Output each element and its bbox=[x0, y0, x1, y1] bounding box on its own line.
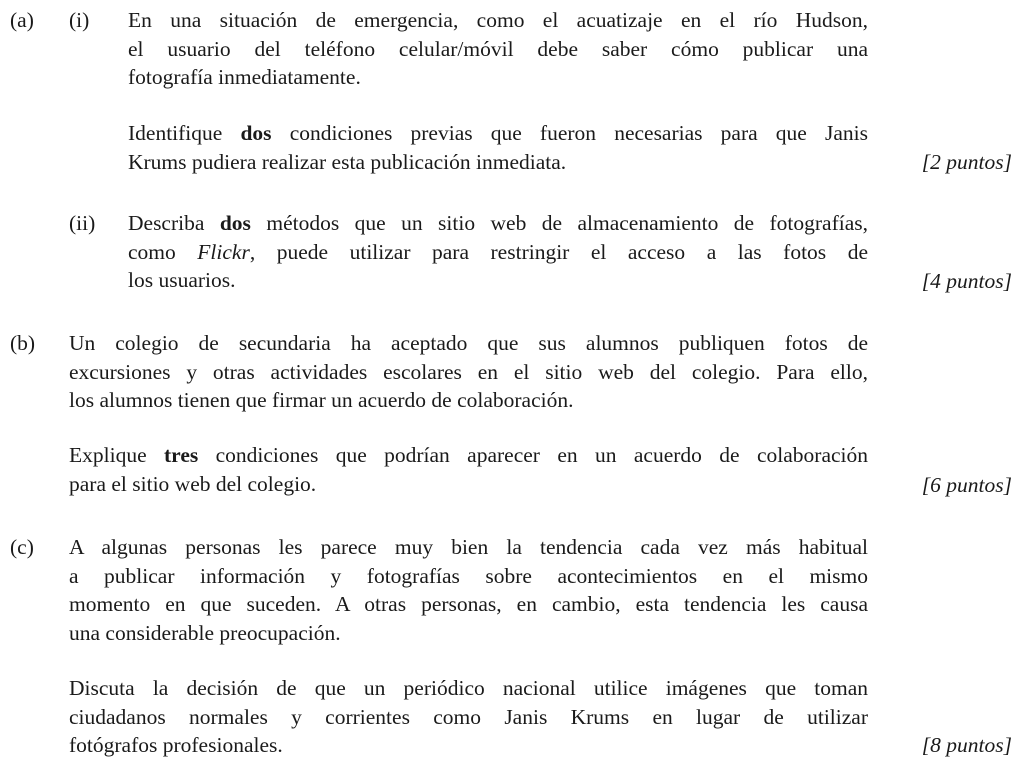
text-line: momento en que suceden. A otras personas, en cambio, esta tendencia les causa bbox=[69, 592, 868, 616]
text-run: Explique bbox=[69, 443, 165, 467]
text-line: el usuario del teléfono celular/móvil debe saber cómo publicar una bbox=[128, 36, 868, 61]
text-line: A algunas personas les parece muy bien la tendencia cada vez más habitual bbox=[69, 535, 868, 559]
text-line: ciudadanos normales y corrientes como Janis Krums en lugar de utilizar bbox=[69, 704, 868, 729]
emphasis-word: tres bbox=[164, 443, 199, 467]
text-line: Krums pudiera realizar esta publicación inmediata. bbox=[128, 149, 567, 174]
text-run: condiciones que podrían aparecer en un acuerdo de colaboración bbox=[198, 443, 868, 467]
question-c-task bbox=[69, 674, 868, 760]
text-line bbox=[128, 238, 868, 267]
marks-c: [8 puntos] bbox=[921, 733, 1012, 757]
text-run: como bbox=[128, 239, 198, 264]
text-line: a publicar información y fotografías sobre acontecimientos en el mismo bbox=[69, 563, 868, 588]
text-run: Identifique bbox=[128, 121, 241, 145]
question-a-ii bbox=[128, 209, 868, 295]
text-run: Describa bbox=[128, 211, 220, 235]
text-line: fotografía inmediatamente. bbox=[128, 65, 361, 89]
text-line bbox=[128, 209, 868, 238]
question-b-intro bbox=[69, 329, 868, 415]
subquestion-label-a-ii: (ii) bbox=[69, 211, 96, 235]
marks-b: [6 puntos] bbox=[921, 473, 1012, 497]
question-label-b: (b) bbox=[10, 331, 36, 355]
text-line bbox=[69, 441, 868, 470]
question-b-task bbox=[69, 441, 868, 498]
question-label-a: (a) bbox=[10, 8, 34, 32]
emphasis-word: dos bbox=[219, 211, 251, 235]
question-label-c: (c) bbox=[10, 535, 34, 559]
text-line: En una situación de emergencia, como el acuatizaje en el río Hudson, bbox=[128, 8, 868, 32]
text-line: excursiones y otras actividades escolares en el sitio web del colegio. Para ello, bbox=[69, 359, 868, 384]
text-line: una considerable preocupación. bbox=[69, 620, 341, 645]
text-line bbox=[128, 119, 868, 148]
text-line: Discuta la decisión de que un periódico nacional utilice imágenes que toman bbox=[69, 676, 868, 700]
text-run: condiciones previas que fueron necesarias para que Janis bbox=[271, 121, 868, 145]
text-run: métodos que un sitio web de almacenamiento de fotografías, bbox=[250, 211, 869, 235]
text-line: para el sitio web del colegio. bbox=[69, 471, 317, 496]
marks-a-i: [2 puntos] bbox=[921, 150, 1012, 174]
text-line: los usuarios. bbox=[128, 268, 236, 292]
emphasis-word: dos bbox=[240, 121, 272, 145]
subquestion-label-a-i: (i) bbox=[69, 8, 90, 32]
question-a-i-intro bbox=[128, 6, 868, 92]
text-run: , puede utilizar para restringir el acceso a las fotos de bbox=[249, 239, 868, 264]
text-line: fotógrafos profesionales. bbox=[69, 733, 283, 757]
text-line: Un colegio de secundaria ha aceptado que sus alumnos publiquen fotos de bbox=[69, 331, 868, 355]
question-a-i-task bbox=[128, 119, 868, 176]
text-line: los alumnos tienen que firmar un acuerdo de colaboración. bbox=[69, 388, 574, 412]
italic-word: Flickr bbox=[197, 239, 250, 264]
marks-a-ii: [4 puntos] bbox=[921, 269, 1012, 293]
question-c-intro bbox=[69, 533, 868, 647]
